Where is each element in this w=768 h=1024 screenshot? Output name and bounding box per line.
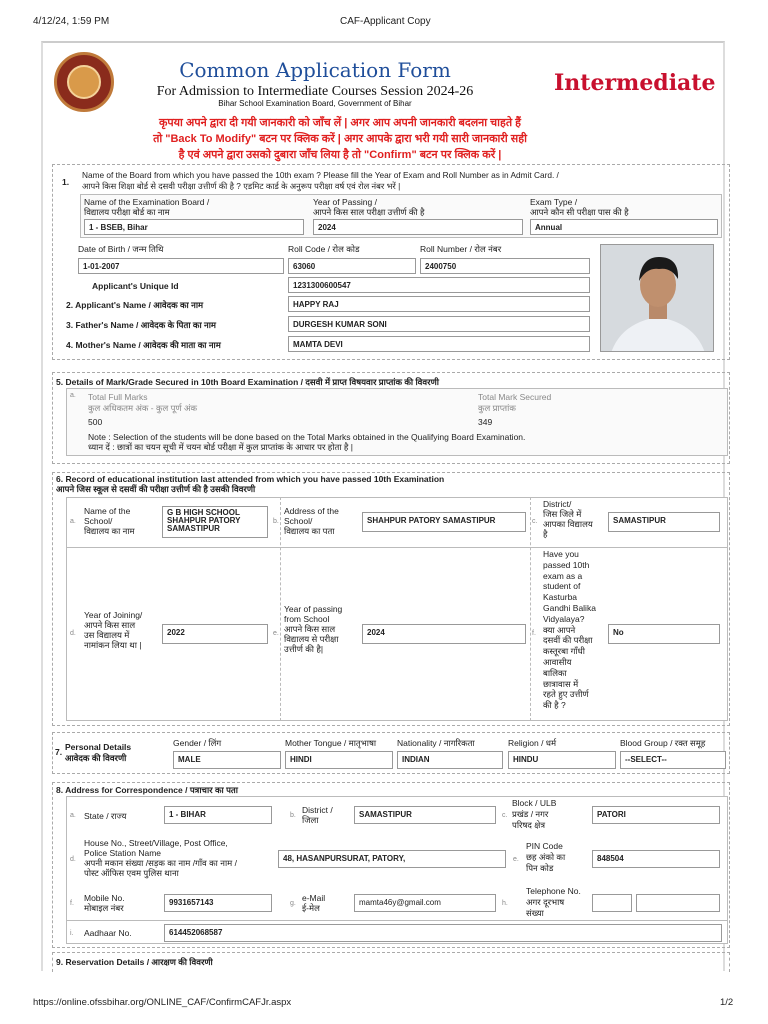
board-label-hi: विद्यालय परीक्षा बोर्ड का नाम (84, 207, 170, 217)
s5-note-en: Note : Selection of the students will be done based on the Total Marks obtained in the Qualifying Board Examination. (88, 432, 526, 442)
mother-tongue-field[interactable]: HINDI (285, 751, 393, 769)
block-field[interactable]: PATORI (592, 806, 720, 824)
print-datetime: 4/12/24, 1:59 PM (33, 16, 110, 27)
join-year-field[interactable]: 2022 (162, 624, 268, 644)
blood-group-label: Blood Group / रक्त समूह (620, 738, 706, 748)
gender-field[interactable]: MALE (173, 751, 281, 769)
mother-name-label: 4. Mother's Name / आवेदक की माता का नाम (66, 340, 221, 350)
block-label: Block / ULB (512, 798, 557, 808)
block-label-hi: प्रखंड / नगर (512, 809, 549, 819)
house-field[interactable]: 48, HASANPURSURAT, PATORY, (278, 850, 506, 868)
applicant-photo (600, 244, 714, 352)
kgbv-question-line: आवासीय (543, 656, 572, 667)
kgbv-question-line: exam as a (543, 570, 583, 581)
state-field[interactable]: 1 - BIHAR (164, 806, 272, 824)
s5-note-hi: ध्यान दें : छात्रों का चयन सूची में चयन बोर्ड परीक्षा में कुल प्राप्तांक के आधार पर होता है | (88, 442, 354, 452)
gender-label: Gender / लिंग (173, 738, 222, 748)
join-year-label-3: उस विद्यालय में (84, 630, 130, 640)
print-page-title: CAF-Applicant Copy (340, 16, 431, 27)
kgbv-question-line: की है ? (543, 700, 566, 711)
notice-line-1: कृपया अपने द्वारा दी गयी जानकारी को जाँच लें | अगर आप अपनी जानकारी बदलना चाहते हैं (158, 117, 522, 129)
s1-number: 1. (62, 177, 70, 187)
exam-type-label-hi: आपने कौन सी परीक्षा पास की है (530, 207, 629, 217)
telephone-number-field[interactable] (636, 894, 720, 912)
intermediate-badge: Intermediate (554, 70, 716, 96)
total-secured-label-hi: कुल प्राप्तांक (478, 403, 516, 413)
pin-label-hi-2: पिन कोड (526, 863, 554, 873)
school-name-label: Name of the (84, 506, 131, 516)
s7-heading-hi: आवेदक की विवरणी (65, 753, 127, 763)
pass-year-label-2: from School (284, 614, 330, 624)
year-label: Year of Passing / (313, 197, 377, 207)
kgbv-question (543, 549, 596, 711)
mobile-label-hi: मोबाइल नंबर (84, 903, 124, 913)
father-name-label: 3. Father's Name / आवेदक के पिता का नाम (66, 320, 217, 330)
s6-col-divider-1 (280, 497, 281, 721)
s6-letter-d: d. (70, 630, 76, 637)
telephone-label-hi-2: संख्या (526, 908, 544, 918)
school-name-line-3: SAMASTIPUR (167, 524, 220, 533)
s6-heading-hi: आपने जिस स्कूल से दसवीं की परीक्षा उत्तीर्ण की है उसकी विवरणी (56, 484, 256, 494)
aadhaar-field[interactable]: 614452068587 (164, 924, 722, 942)
rollno-label: Roll Number / रोल नंबर (420, 244, 502, 254)
kgbv-question-line: कस्तूरबा गाँधी (543, 646, 585, 657)
s6-heading: 6. Record of educational institution last attended from which you have passed 10th Examination (56, 474, 445, 484)
district-label-hi: जिला (302, 815, 319, 825)
email-label-hi: ई-मेल (302, 903, 320, 913)
s8-letter-i: i. (70, 930, 74, 937)
pass-year-field[interactable]: 2024 (362, 624, 526, 644)
school-district-label-3: आपका विद्यालय (543, 519, 593, 529)
school-name-line-2: SHAHPUR PATORY (167, 516, 241, 525)
total-secured-value: 349 (478, 417, 493, 427)
telephone-std-field[interactable] (592, 894, 632, 912)
dob-field[interactable]: 1-01-2007 (78, 258, 284, 274)
kgbv-question-line: Have you (543, 549, 579, 559)
s8-row-divider (66, 920, 728, 921)
school-address-label: Address of the (284, 506, 339, 516)
school-district-field[interactable]: SAMASTIPUR (608, 512, 720, 532)
house-label-hi: अपनी मकान संख्या /सड़क का नाम /गाँव का नाम / (84, 858, 237, 868)
school-address-label-hi: विद्यालय का पता (284, 526, 335, 536)
notice-line-3: है एवं अपने द्वारा उसको दुबारा जाँच लिया है तो "Confirm" बटन पर क्लिक करें | (178, 149, 502, 161)
board-label: Name of the Examination Board / (84, 197, 210, 207)
s8-letter-e: e. (513, 856, 519, 863)
s6-row-divider (66, 547, 728, 548)
religion-field[interactable]: HINDU (508, 751, 616, 769)
dob-label: Date of Birth / जन्म तिथि (78, 244, 164, 254)
kgbv-question-line: दसवीं की परीक्षा (543, 635, 593, 646)
rollcode-field[interactable]: 63060 (288, 258, 416, 274)
religion-label: Religion / धर्म (508, 738, 557, 748)
s1-question-hi: आपने किस शिक्षा बोर्ड से दसवी परीक्षा उत्तीर्ण की है ? एडमिट कार्ड के अनुरूप परीक्षा वर्ष एवं रोल नंबर भरें | (82, 181, 401, 191)
s6-letter-e: e. (273, 630, 279, 637)
kgbv-question-line: passed 10th (543, 559, 590, 570)
pass-year-label-4: विद्यालय से परीक्षा (284, 634, 339, 644)
school-address-label-2: School/ (284, 516, 313, 526)
s1-question-en: Name of the Board from which you have passed the 10th exam ? Please fill the Year of Exam and Roll Number as in Admit Card. / (82, 170, 559, 180)
pin-field[interactable]: 848504 (592, 850, 720, 868)
school-name-label-2: School/ (84, 516, 113, 526)
s8-heading: 8. Address for Correspondence / पत्राचार का पता (56, 785, 238, 795)
s8-letter-d: d. (70, 856, 76, 863)
s5-letter-a: a. (70, 392, 76, 399)
school-address-field[interactable]: SHAHPUR PATORY SAMASTIPUR (362, 512, 526, 532)
notice-line-2: तो "Back To Modify" बटन पर क्लिक करें | अगर आपके द्वारा भरी गयी सारी जानकारी सही (153, 133, 527, 145)
total-full-marks-label: Total Full Marks (88, 392, 148, 402)
telephone-label-hi: अगर दूरभाष (526, 897, 565, 907)
s6-letter-a: a. (70, 518, 76, 525)
uid-field[interactable]: 1231300600547 (288, 277, 590, 293)
s8-letter-b: b. (290, 812, 296, 819)
mother-tongue-label: Mother Tongue / मातृभाषा (285, 738, 377, 748)
bseb-logo-icon (54, 52, 114, 112)
house-label: House No., Street/Village, Post Office, (84, 838, 228, 848)
join-year-label-4: नामांकन लिया था | (84, 640, 142, 650)
state-label: State / राज्य (84, 811, 127, 821)
year-field[interactable]: 2024 (313, 219, 523, 235)
rollcode-label: Roll Code / रोल कोड (288, 244, 360, 254)
mobile-field[interactable]: 9931657143 (164, 894, 272, 912)
kgbv-question-line: Vidyalaya? (543, 613, 585, 624)
kgbv-question-line: बालिका (543, 667, 567, 678)
total-full-marks-label-hi: कुल अधिकतम अंक - कुल पूर्ण अंक (88, 403, 197, 413)
s6-letter-b: b. (273, 518, 279, 525)
blood-group-select[interactable]: --SELECT-- (620, 751, 726, 769)
form-subtitle: For Admission to Intermediate Courses Session 2024-26 (156, 84, 474, 99)
pin-label-hi: छह अंको का (526, 852, 566, 862)
father-name-field[interactable]: DURGESH KUMAR SONI (288, 316, 590, 332)
print-page-number: 1/2 (720, 997, 734, 1008)
applicant-name-field[interactable]: HAPPY RAJ (288, 296, 590, 312)
s5-heading: 5. Details of Mark/Grade Secured in 10th Board Examination / दसवी में प्राप्त विषयवार प्राप्तांक की विवरणी (56, 377, 439, 387)
join-year-label: Year of Joining/ (84, 610, 143, 620)
district-field[interactable]: SAMASTIPUR (354, 806, 496, 824)
form-title: Common Application Form (179, 58, 451, 82)
kgbv-question-line: Kasturba (543, 592, 578, 603)
kgbv-question-line: student of (543, 581, 581, 592)
school-district-label: District/ (543, 499, 572, 509)
total-secured-label: Total Mark Secured (478, 392, 552, 402)
nationality-label: Nationality / नागरिकता (397, 738, 475, 748)
kgbv-question-line: छात्रावास में (543, 678, 579, 689)
school-name-line-1: G B HIGH SCHOOL (167, 508, 240, 517)
s6-col-divider-2 (530, 497, 531, 721)
s8-letter-h: h. (502, 900, 508, 907)
mobile-label: Mobile No. (84, 893, 125, 903)
mother-name-field[interactable]: MAMTA DEVI (288, 336, 590, 352)
email-field[interactable]: mamta46y@gmail.com (354, 894, 496, 912)
join-year-label-2: आपने किस साल (84, 620, 136, 630)
email-label: e-Mail (302, 893, 326, 903)
telephone-label: Telephone No. (526, 886, 581, 896)
s8-letter-a: a. (70, 812, 76, 819)
house-label-hi-2: पोस्ट ऑफिस एवम पुलिस थाना (84, 868, 179, 878)
block-label-hi-2: परिषद क्षेत्र (512, 820, 546, 830)
pass-year-label-3: आपने किस साल (284, 624, 336, 634)
school-name-label-hi: विद्यालय का नाम (84, 526, 135, 536)
s7-number: 7. (55, 747, 63, 757)
school-name-field[interactable] (162, 506, 268, 538)
district-label: District / (302, 805, 333, 815)
s6-letter-f: f. (532, 630, 536, 637)
s8-letter-c: c. (502, 812, 508, 819)
school-district-label-4: है (543, 529, 548, 539)
aadhaar-label: Aadhaar No. (84, 928, 132, 938)
house-label-2: Police Station Name (84, 848, 162, 858)
rollno-field[interactable]: 2400750 (420, 258, 590, 274)
uid-label: Applicant's Unique Id (92, 281, 179, 291)
s8-letter-g: g. (290, 900, 296, 907)
s6-letter-c: c. (532, 518, 538, 525)
kgbv-question-line: Gandhi Balika (543, 602, 596, 613)
board-field[interactable]: 1 - BSEB, Bihar (84, 219, 304, 235)
pin-label: PIN Code (526, 841, 563, 851)
exam-type-field[interactable]: Annual (530, 219, 718, 235)
pass-year-label-5: उत्तीर्ण की है| (284, 644, 324, 654)
kgbv-question-line: क्या आपने (543, 624, 576, 635)
board-name: Bihar School Examination Board, Government of Bihar (218, 99, 412, 108)
total-full-marks-value: 500 (88, 417, 103, 427)
applicant-name-label: 2. Applicant's Name / आवेदक का नाम (66, 300, 204, 310)
nationality-field[interactable]: INDIAN (397, 751, 503, 769)
pass-year-label: Year of passing (284, 604, 343, 614)
exam-type-label: Exam Type / (530, 197, 578, 207)
kgbv-question-line: रहते हुए उत्तीर्ण (543, 689, 589, 700)
print-url: https://online.ofssbihar.org/ONLINE_CAF/ConfirmCAFJr.aspx (33, 997, 292, 1008)
s7-heading: Personal Details (65, 742, 132, 752)
s9-heading: 9. Reservation Details / आरक्षण की विवरणी (56, 957, 213, 967)
kgbv-field[interactable]: No (608, 624, 720, 644)
year-label-hi: आपने किस साल परीक्षा उत्तीर्ण की है (313, 207, 425, 217)
s8-letter-f: f. (70, 900, 74, 907)
school-district-label-2: जिस जिले में (543, 509, 582, 519)
